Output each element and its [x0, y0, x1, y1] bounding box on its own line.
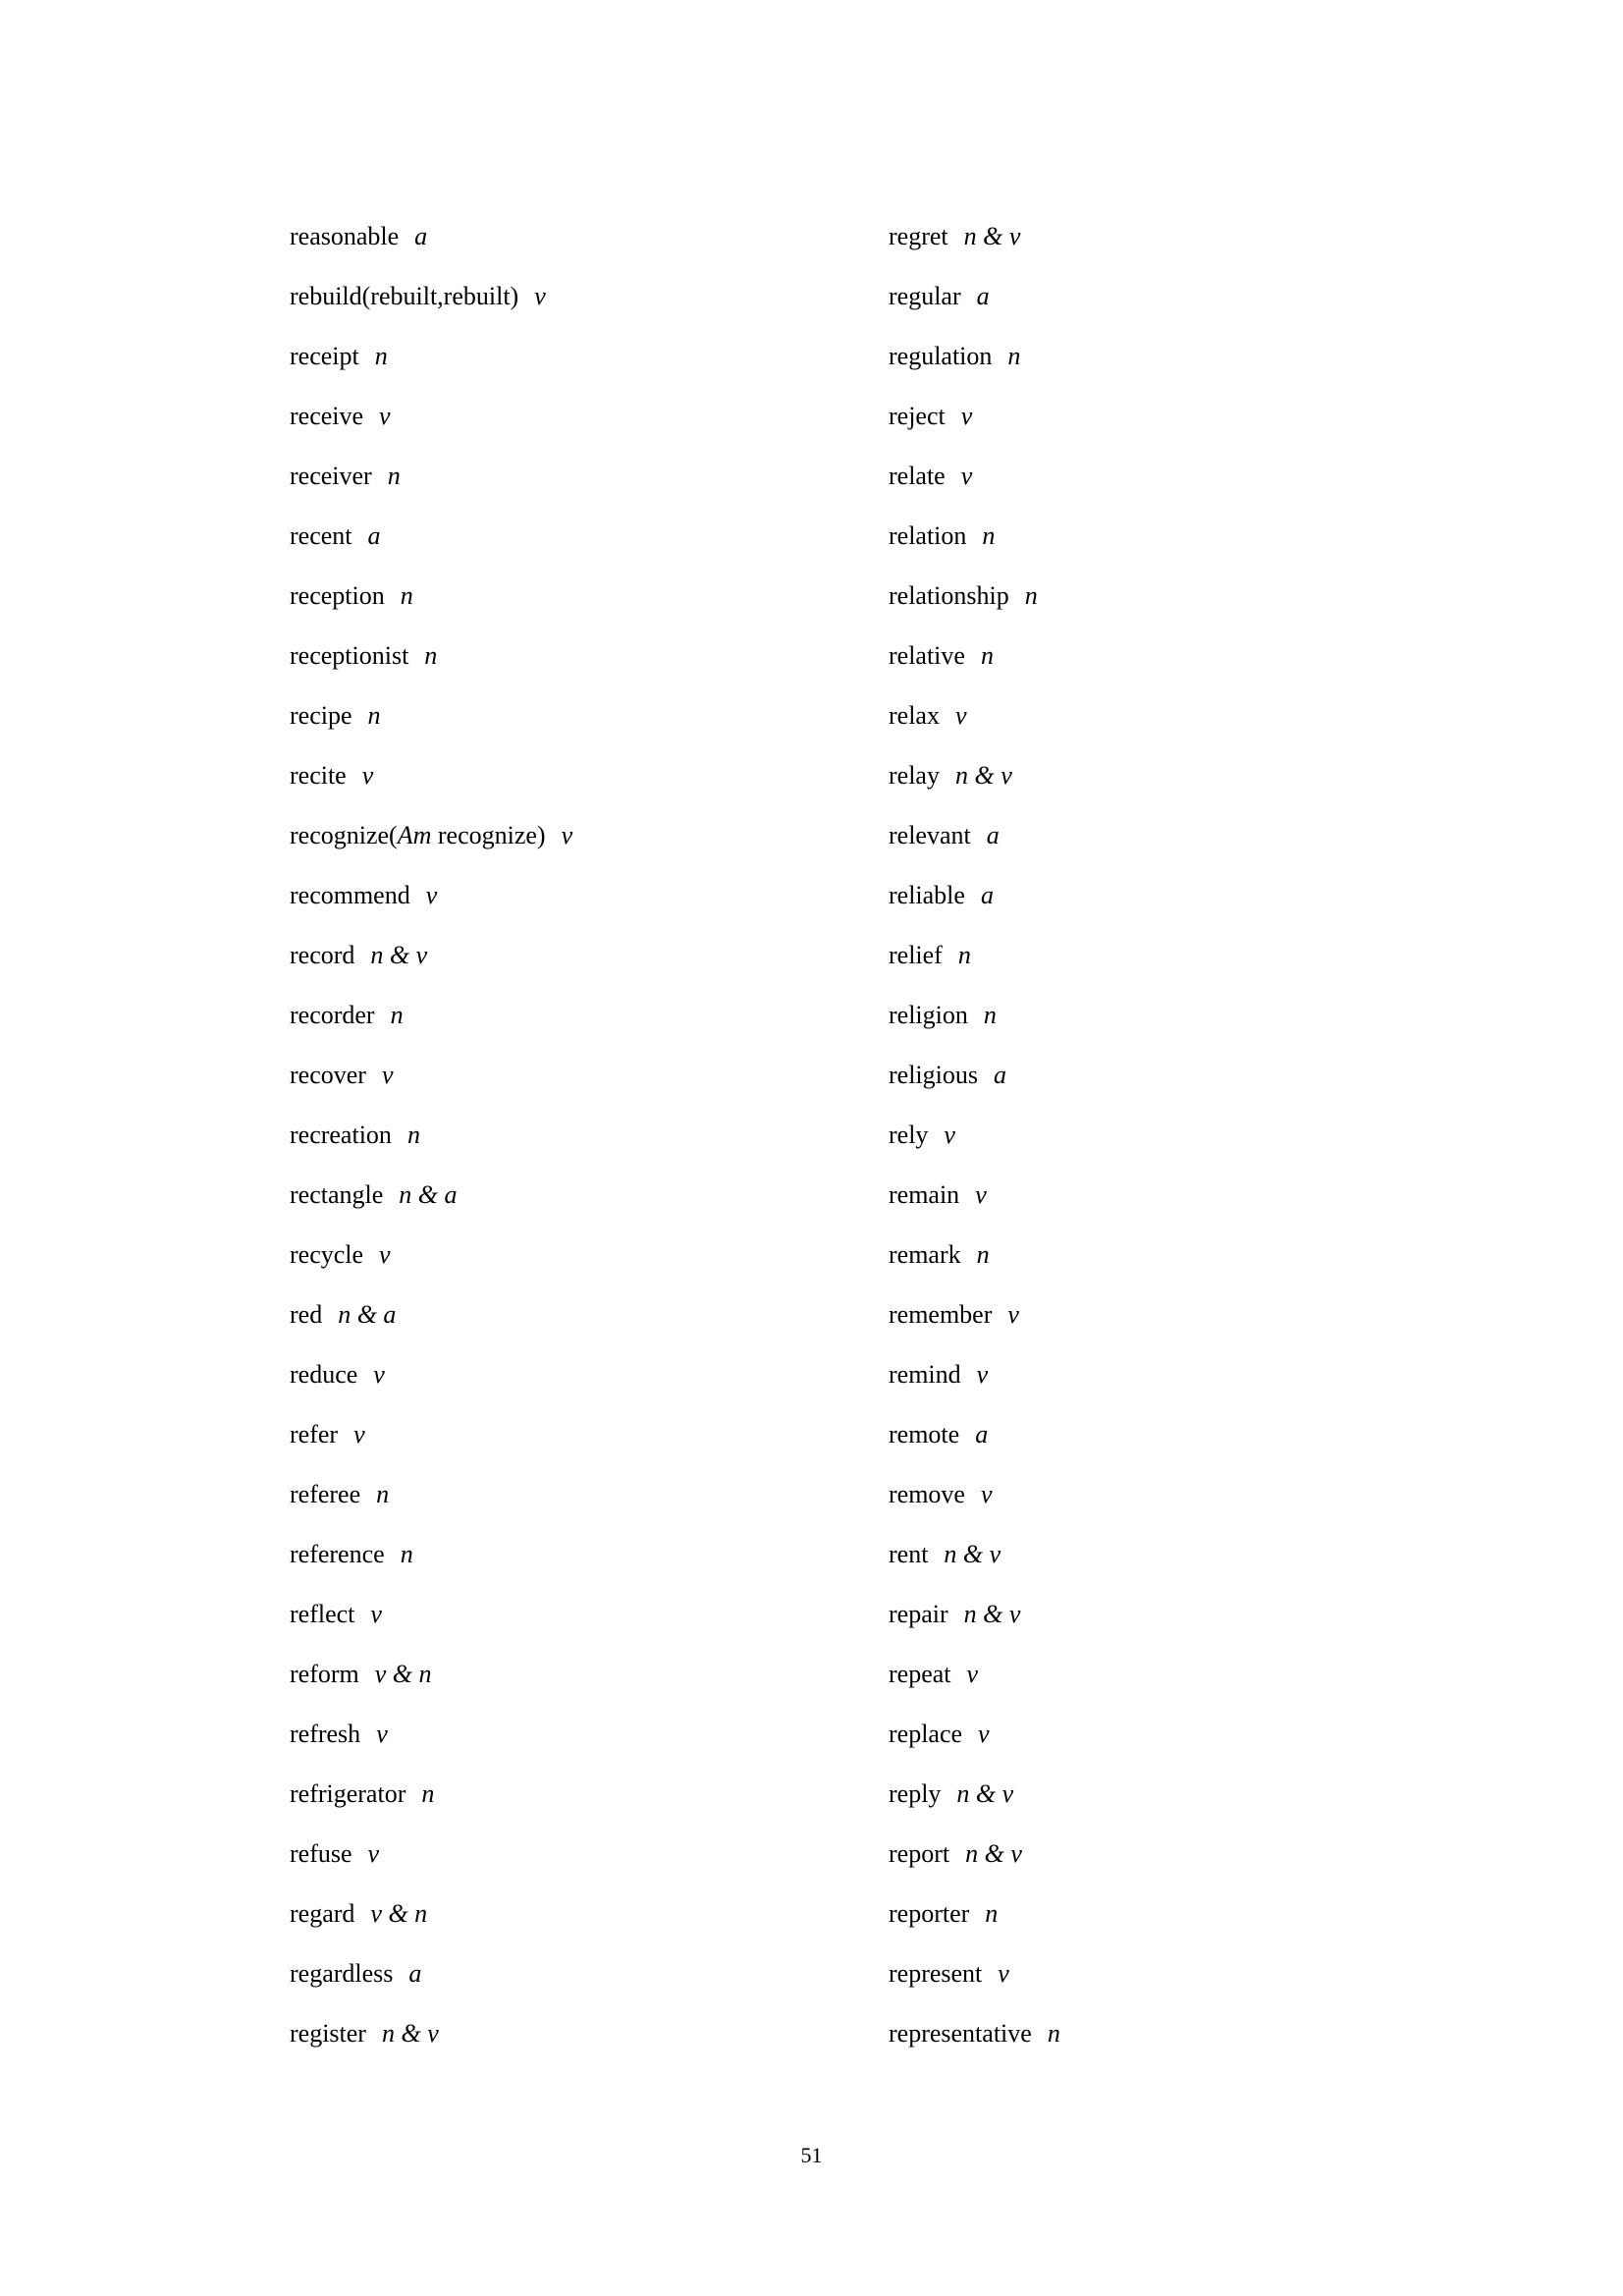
vocabulary-entry [290, 805, 889, 865]
vocabulary-word: represent [889, 1959, 983, 1988]
vocabulary-part-of-speech: v [980, 1480, 993, 1508]
vocabulary-part-of-speech: v [966, 1660, 979, 1688]
vocabulary-part-of-speech: n [982, 521, 996, 550]
vocabulary-part-of-speech: v [1007, 1300, 1019, 1329]
vocabulary-entry [889, 865, 1370, 925]
vocabulary-word: religion [889, 1001, 968, 1029]
vocabulary-part-of-speech: n & a [399, 1180, 458, 1209]
vocabulary-part-of-speech: v [534, 282, 546, 310]
vocabulary-word: remove [889, 1480, 965, 1508]
vocabulary-entry [889, 745, 1370, 805]
vocabulary-word: regardless [290, 1959, 394, 1988]
vocabulary-entry [889, 1764, 1370, 1824]
vocabulary-part-of-speech: n [374, 342, 388, 370]
vocabulary-entry [290, 206, 889, 266]
vocabulary-word: relief [889, 941, 943, 969]
vocabulary-part-of-speech: v [370, 1600, 382, 1628]
vocabulary-part-of-speech: n [985, 1899, 999, 1928]
vocabulary-part-of-speech: v & n [374, 1660, 432, 1688]
vocabulary-word: regret [889, 222, 948, 250]
vocabulary-part-of-speech: v [381, 1061, 394, 1089]
vocabulary-part-of-speech: n & v [944, 1540, 1001, 1568]
vocabulary-word: reporter [889, 1899, 970, 1928]
vocabulary-part-of-speech: v [379, 402, 391, 430]
vocabulary-word: receptionist [290, 641, 409, 670]
vocabulary-entry [889, 206, 1370, 266]
vocabulary-entry [889, 1344, 1370, 1404]
vocabulary-entry [290, 506, 889, 566]
vocabulary-word: regulation [889, 342, 993, 370]
vocabulary-part-of-speech: a [986, 821, 1000, 849]
vocabulary-entry [889, 1165, 1370, 1225]
vocabulary-part-of-speech: n [400, 1540, 413, 1568]
vocabulary-part-of-speech: v [975, 1180, 987, 1209]
vocabulary-entry [290, 266, 889, 326]
vocabulary-word: record [290, 941, 355, 969]
vocabulary-entry [290, 326, 889, 386]
vocabulary-entry [290, 1644, 889, 1704]
vocabulary-word: relative [889, 641, 965, 670]
vocabulary-entry [290, 1165, 889, 1225]
vocabulary-word: refer [290, 1420, 339, 1449]
vocabulary-entry [889, 805, 1370, 865]
vocabulary-entry [889, 326, 1370, 386]
vocabulary-word: remember [889, 1300, 993, 1329]
vocabulary-entry [290, 1105, 889, 1165]
vocabulary-entry [290, 1704, 889, 1764]
vocabulary-word: replace [889, 1720, 963, 1748]
vocabulary-word: relay [889, 761, 940, 790]
vocabulary-part-of-speech: v [960, 402, 973, 430]
vocabulary-part-of-speech: a [980, 881, 994, 909]
vocabulary-column-right [889, 206, 1370, 2063]
vocabulary-word: reply [889, 1779, 942, 1808]
vocabulary-part-of-speech: v [361, 761, 374, 790]
vocabulary-entry [290, 1045, 889, 1105]
vocabulary-part-of-speech: n [367, 701, 381, 730]
vocabulary-column-left [290, 206, 889, 2063]
vocabulary-word: repair [889, 1600, 948, 1628]
vocabulary-entry [889, 925, 1370, 985]
vocabulary-entry [889, 566, 1370, 626]
vocabulary-columns [290, 206, 1370, 2063]
vocabulary-part-of-speech: n [1047, 2019, 1060, 2048]
vocabulary-word: rely [889, 1121, 929, 1149]
vocabulary-word: reduce [290, 1360, 358, 1389]
vocabulary-word: recommend [290, 881, 410, 909]
vocabulary-entry [889, 1225, 1370, 1285]
vocabulary-part-of-speech: n [387, 462, 401, 490]
vocabulary-part-of-speech: n [983, 1001, 997, 1029]
vocabulary-entry [889, 2003, 1370, 2063]
vocabulary-entry [290, 1584, 889, 1644]
vocabulary-entry [290, 745, 889, 805]
vocabulary-part-of-speech: a [976, 282, 990, 310]
vocabulary-part-of-speech: a [975, 1420, 989, 1449]
vocabulary-word: receipt [290, 342, 359, 370]
vocabulary-entry [290, 865, 889, 925]
vocabulary-entry [290, 1764, 889, 1824]
vocabulary-word: recite [290, 761, 347, 790]
vocabulary-word: relation [889, 521, 967, 550]
vocabulary-word: report [889, 1839, 950, 1868]
vocabulary-word: recreation [290, 1121, 392, 1149]
vocabulary-entry [889, 1824, 1370, 1884]
vocabulary-word: reject [889, 402, 946, 430]
vocabulary-entry [889, 985, 1370, 1045]
vocabulary-word: remote [889, 1420, 960, 1449]
vocabulary-entry [290, 566, 889, 626]
vocabulary-part-of-speech: v [425, 881, 438, 909]
vocabulary-part-of-speech: n & v [370, 941, 428, 969]
vocabulary-entry [889, 386, 1370, 446]
vocabulary-part-of-speech: n [406, 1121, 420, 1149]
vocabulary-part-of-speech: n [976, 1240, 990, 1269]
vocabulary-part-of-speech: v & n [370, 1899, 428, 1928]
vocabulary-part-of-speech: v [976, 1360, 989, 1389]
vocabulary-part-of-speech: v [998, 1959, 1009, 1988]
vocabulary-part-of-speech: n [421, 1779, 435, 1808]
vocabulary-part-of-speech: n & v [381, 2019, 439, 2048]
vocabulary-entry [889, 626, 1370, 685]
vocabulary-entry [889, 1105, 1370, 1165]
vocabulary-part-of-speech: v [373, 1360, 385, 1389]
vocabulary-part-of-speech: n & a [338, 1300, 397, 1329]
vocabulary-word: rebuild(rebuilt,rebuilt) [290, 282, 519, 310]
vocabulary-entry [290, 685, 889, 745]
vocabulary-entry [889, 1943, 1370, 2003]
vocabulary-word: religious [889, 1061, 978, 1089]
vocabulary-entry [889, 1584, 1370, 1644]
vocabulary-entry [290, 1824, 889, 1884]
vocabulary-word: relate [889, 462, 946, 490]
vocabulary-entry [889, 1404, 1370, 1464]
vocabulary-entry [889, 506, 1370, 566]
vocabulary-word: regular [889, 282, 961, 310]
vocabulary-word: receiver [290, 462, 372, 490]
vocabulary-entry [290, 985, 889, 1045]
vocabulary-word: receive [290, 402, 364, 430]
vocabulary-part-of-speech: v [376, 1720, 388, 1748]
vocabulary-word: rectangle [290, 1180, 384, 1209]
vocabulary-part-of-speech: n [980, 641, 994, 670]
vocabulary-word: recognize(Am recognize) [290, 821, 546, 849]
vocabulary-word: refuse [290, 1839, 352, 1868]
vocabulary-part-of-speech: n & v [954, 761, 1012, 790]
vocabulary-entry [290, 626, 889, 685]
vocabulary-entry [290, 1524, 889, 1584]
vocabulary-part-of-speech: a [408, 1959, 422, 1988]
vocabulary-word: relevant [889, 821, 971, 849]
vocabulary-entry [290, 1225, 889, 1285]
vocabulary-word: repeat [889, 1660, 951, 1688]
vocabulary-part-of-speech: v [353, 1420, 365, 1449]
vocabulary-word: rent [889, 1540, 929, 1568]
vocabulary-word: recover [290, 1061, 366, 1089]
vocabulary-entry [889, 1644, 1370, 1704]
vocabulary-word: reference [290, 1540, 385, 1568]
vocabulary-word: recent [290, 521, 352, 550]
vocabulary-part-of-speech: a [414, 222, 428, 250]
vocabulary-part-of-speech: n & v [956, 1779, 1014, 1808]
vocabulary-entry [290, 446, 889, 506]
vocabulary-entry [889, 1464, 1370, 1524]
vocabulary-word: recycle [290, 1240, 364, 1269]
vocabulary-entry [889, 1045, 1370, 1105]
vocabulary-word: reception [290, 581, 385, 610]
vocabulary-part-of-speech: v [944, 1121, 955, 1149]
vocabulary-part-of-speech: v [561, 821, 573, 849]
vocabulary-word: relax [889, 701, 940, 730]
vocabulary-part-of-speech: a [367, 521, 381, 550]
vocabulary-entry [290, 925, 889, 985]
vocabulary-part-of-speech: v [379, 1240, 391, 1269]
vocabulary-part-of-speech: n [390, 1001, 404, 1029]
vocabulary-part-of-speech: n [376, 1480, 390, 1508]
vocabulary-entry [290, 1285, 889, 1344]
vocabulary-word: recorder [290, 1001, 375, 1029]
vocabulary-word: reform [290, 1660, 359, 1688]
vocabulary-part-of-speech: v [978, 1720, 990, 1748]
vocabulary-part-of-speech: n [424, 641, 438, 670]
vocabulary-part-of-speech: n [957, 941, 971, 969]
vocabulary-part-of-speech: v [367, 1839, 380, 1868]
vocabulary-word: representative [889, 2019, 1032, 2048]
vocabulary-word: regard [290, 1899, 355, 1928]
vocabulary-word: reasonable [290, 222, 400, 250]
vocabulary-entry [290, 1943, 889, 2003]
vocabulary-entry [889, 1524, 1370, 1584]
vocabulary-word: remark [889, 1240, 961, 1269]
vocabulary-entry [889, 1884, 1370, 1943]
vocabulary-entry [889, 685, 1370, 745]
vocabulary-word: remain [889, 1180, 960, 1209]
vocabulary-part-of-speech: v [960, 462, 973, 490]
vocabulary-entry [290, 1884, 889, 1943]
vocabulary-part-of-speech: n [1024, 581, 1038, 610]
vocabulary-part-of-speech: a [994, 1061, 1006, 1089]
vocabulary-part-of-speech: n & v [963, 1600, 1021, 1628]
vocabulary-word: referee [290, 1480, 361, 1508]
vocabulary-word: reflect [290, 1600, 355, 1628]
vocabulary-entry [290, 2003, 889, 2063]
vocabulary-entry [290, 1464, 889, 1524]
vocabulary-entry [889, 1704, 1370, 1764]
vocabulary-word: remind [889, 1360, 961, 1389]
vocabulary-part-of-speech: n & v [963, 222, 1021, 250]
page-number: 51 [800, 2143, 823, 2167]
vocabulary-part-of-speech: n [400, 581, 413, 610]
vocabulary-word: relationship [889, 581, 1009, 610]
vocabulary-word-variant-tag: Am [397, 821, 432, 849]
vocabulary-word: refresh [290, 1720, 361, 1748]
vocabulary-entry [290, 1344, 889, 1404]
vocabulary-entry [290, 1404, 889, 1464]
vocabulary-word: recipe [290, 701, 352, 730]
vocabulary-entry [889, 1285, 1370, 1344]
vocabulary-part-of-speech: v [954, 701, 967, 730]
vocabulary-entry [889, 266, 1370, 326]
vocabulary-entry [889, 446, 1370, 506]
vocabulary-part-of-speech: n & v [965, 1839, 1022, 1868]
vocabulary-word: register [290, 2019, 366, 2048]
vocabulary-part-of-speech: n [1007, 342, 1021, 370]
vocabulary-word: reliable [889, 881, 965, 909]
vocabulary-word: red [290, 1300, 323, 1329]
vocabulary-entry [290, 386, 889, 446]
vocabulary-word: refrigerator [290, 1779, 406, 1808]
